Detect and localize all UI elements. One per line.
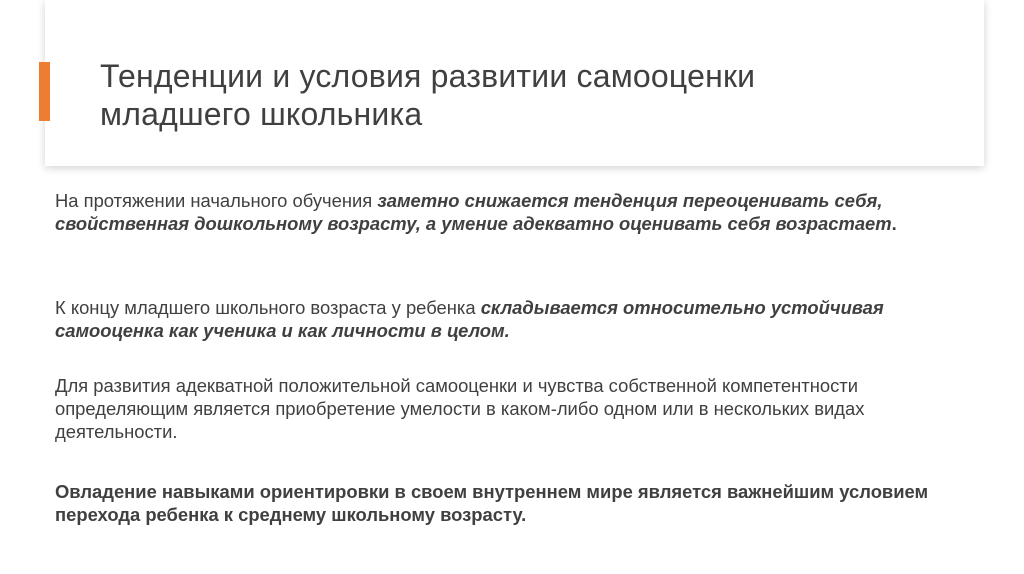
title-line-2: младшего школьника [100,96,423,132]
paragraph-3: Для развития адекватной положительной самооценки и чувства собственной компетентности определяющим является приобретение умелости в каком-либо одном или в нескольких видах деятельности. [55,375,865,442]
paragraph-1-plain: На протяжении начального обучения [55,190,378,211]
paragraph-1-tail: . [891,213,897,234]
paragraph-2-emphasis: складывается относительно устойчивая самооценка как ученика и как личности в целом. [55,297,884,341]
accent-bar [39,62,50,121]
paragraph-2 [55,296,985,342]
paragraph-2-plain: К концу младшего школьного возраста у ребенка [55,297,481,318]
slide-title [100,57,940,133]
title-line-1: Тенденции и условия развитии самооценки [100,58,756,94]
paragraph-4: Овладение навыками ориентировки в своем внутреннем мире является важнейшим условием перехода ребенка к среднему школьному возрасту. [55,481,929,525]
paragraph-1-emphasis: заметно снижается тенденция переоценивать себя, свойственная дошкольному возрасту, а умение адекватно оценивать себя возрастает [55,190,892,234]
paragraph-1 [55,189,985,235]
